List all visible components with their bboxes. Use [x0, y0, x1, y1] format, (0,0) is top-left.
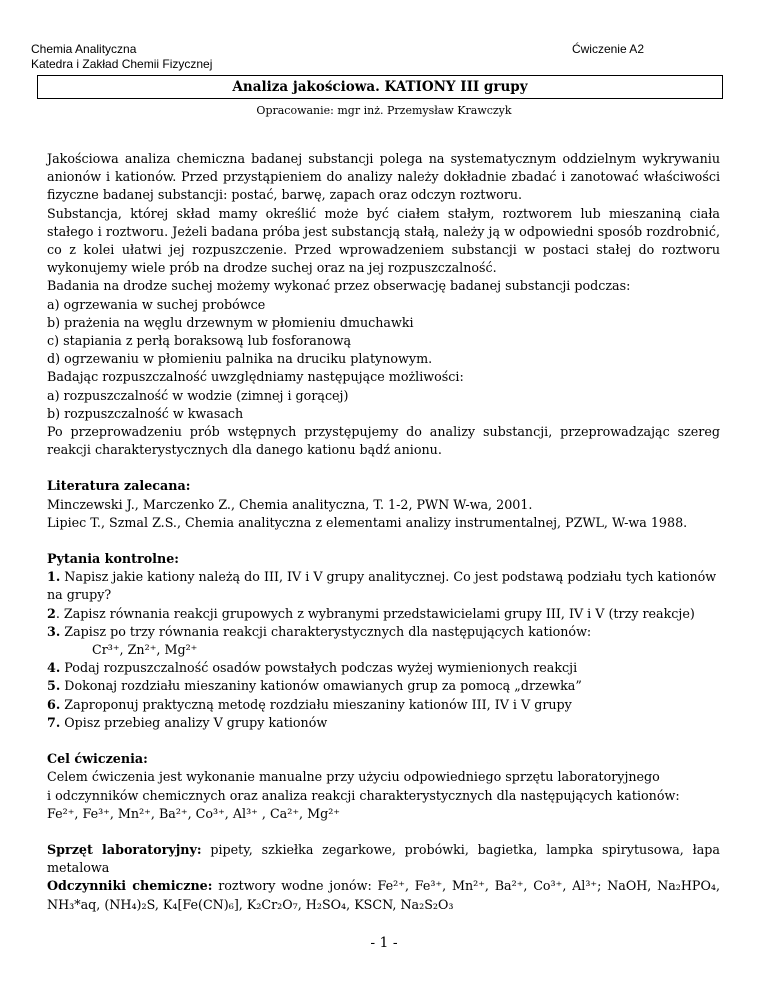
question-item	[47, 677, 720, 695]
header-exercise: Ćwiczenie A2	[571, 42, 644, 56]
literature-heading: Literatura zalecana:	[47, 478, 191, 494]
reagents-label: Odczynniki chemiczne:	[47, 878, 213, 894]
question-number: 2	[47, 605, 56, 621]
question-text: Opisz przebieg analizy V grupy kationów	[60, 714, 328, 730]
goal-line: Celem ćwiczenia jest wykonanie manualne przy użyciu odpowiedniego sprzętu laboratoryjnego	[47, 769, 660, 785]
dry-test-item: d) ogrzewaniu w płomieniu palnika na druciku platynowym.	[47, 351, 433, 367]
question-number: 7.	[47, 714, 61, 730]
equipment-label: Sprzęt laboratoryjny:	[47, 841, 202, 857]
dry-test-item: a) ogrzewania w suchej probówce	[47, 296, 266, 312]
author-line: Opracowanie: mgr inż. Przemysław Krawczyk	[256, 104, 512, 117]
page-number: - 1 -	[370, 935, 398, 951]
header-left	[31, 42, 212, 72]
solubility-item: b) rozpuszczalność w kwasach	[47, 405, 244, 421]
question-text: Podaj rozpuszczalność osadów powstałych podczas wyżej wymienionych reakcji	[60, 660, 578, 676]
question-item	[47, 659, 720, 677]
question-item	[47, 605, 720, 623]
question-text: Dokonaj rozdziału mieszaniny kationów omawianych grup za pomocą „drzewka”	[60, 678, 582, 694]
literature-item: Lipiec T., Szmal Z.S., Chemia analityczna z elementami analizy instrumentalnej, PZWL, W-wa 1988.	[47, 514, 688, 530]
question-number: 5.	[47, 678, 61, 694]
question-number: 4.	[47, 660, 61, 676]
questions-heading: Pytania kontrolne:	[47, 551, 179, 567]
intro-paragraph-5: Po przeprowadzeniu prób wstępnych przystępujemy do analizy substancji, przeprowadzając szereg reakcji charakterystycznych dla danego kationu bądź anionu.	[47, 424, 720, 458]
question-text: Zapisz po trzy równania reakcji charakterystycznych dla następujących kationów:	[60, 623, 592, 639]
question-item	[47, 568, 720, 604]
header-department: Katedra i Zakład Chemii Fizycznej	[31, 57, 213, 71]
equipment-paragraph	[47, 841, 720, 877]
reagents-paragraph	[47, 877, 720, 895]
goal-heading: Cel ćwiczenia:	[47, 751, 148, 767]
intro-paragraph-1: Jakościowa analiza chemiczna badanej substancji polega na systematycznym oddzielnym wykrywaniu anionów i kationów. Przed przystąpieniem do analizy należy dokładnie zbadać i zanotować właściwości fizyczne badanej substancji: postać, barwę, zapach oraz odczyn roztworu.	[47, 151, 720, 203]
question-3-ions: Cr³⁺, Zn²⁺, Mg²⁺	[92, 642, 198, 658]
header-course: Chemia Analityczna	[31, 42, 137, 56]
reagents-line-2: NH₃*aq, (NH₄)₂S, K₄[Fe(CN)₆], K₂Cr₂O₇, H₂SO₄, KSCN, Na₂S₂O₃	[47, 896, 454, 912]
question-item	[47, 696, 720, 714]
dry-test-item: c) stapiania z perłą boraksową lub fosforanową	[47, 333, 352, 349]
question-text: Zaproponuj praktyczną metodę rozdziału mieszaniny kationów III, IV i V grupy	[60, 696, 572, 712]
equipment-text: pipety, szkiełka zegarkowe, probówki, bagietka, lampka spirytusowa, łapa metalowa	[47, 841, 720, 876]
goal-ions: Fe²⁺, Fe³⁺, Mn²⁺, Ba²⁺, Co³⁺, Al³⁺ , Ca²⁺, Mg²⁺	[47, 805, 340, 821]
intro-paragraph-4: Badając rozpuszczalność uwzględniamy następujące możliwości:	[47, 369, 464, 385]
question-item	[47, 623, 720, 641]
intro-paragraph-3: Badania na drodze suchej możemy wykonać przez obserwację badanej substancji podczas:	[47, 278, 631, 294]
goal-line: i odczynników chemicznych oraz analiza reakcji charakterystycznych dla następujących kationów:	[47, 787, 680, 803]
solubility-item: a) rozpuszczalność w wodzie (zimnej i gorącej)	[47, 387, 349, 403]
literature-item: Minczewski J., Marczenko Z., Chemia analityczna, T. 1-2, PWN W-wa, 2001.	[47, 496, 533, 512]
intro-paragraph-2: Substancja, której skład mamy określić może być ciałem stałym, roztworem lub mieszaniną ciała stałego i roztworu. Jeżeli badana próba jest substancją stałą, należy ją w odpowiedni sposób rozdrobnić, co z kolei ułatwi jej rozpuszczenie. Przed wprowadzeniem substancji w postaci stałej do roztworu wykonujemy wiele prób na drodze suchej oraz na jej rozpuszczalność.	[47, 205, 720, 276]
reagents-text: roztwory wodne jonów: Fe²⁺, Fe³⁺, Mn²⁺, Ba²⁺, Co³⁺, Al³⁺; NaOH, Na₂HPO₄,	[212, 878, 720, 894]
main-content	[47, 150, 720, 914]
question-text: Napisz jakie kationy należą do III, IV i V grupy analitycznej. Co jest podstawą podziału tych kationów na grupy?	[47, 569, 717, 603]
question-number: 3.	[47, 623, 61, 639]
document-title: Analiza jakościowa. KATIONY III grupy	[37, 75, 723, 99]
dry-test-item: b) prażenia na węglu drzewnym w płomieniu dmuchawki	[47, 314, 414, 330]
question-item	[47, 714, 720, 732]
question-number: 1.	[47, 569, 61, 585]
question-number: 6.	[47, 696, 61, 712]
question-text: . Zapisz równania reakcji grupowych z wybranymi przedstawicielami grupy III, IV i V (trzy reakcje)	[55, 605, 695, 621]
